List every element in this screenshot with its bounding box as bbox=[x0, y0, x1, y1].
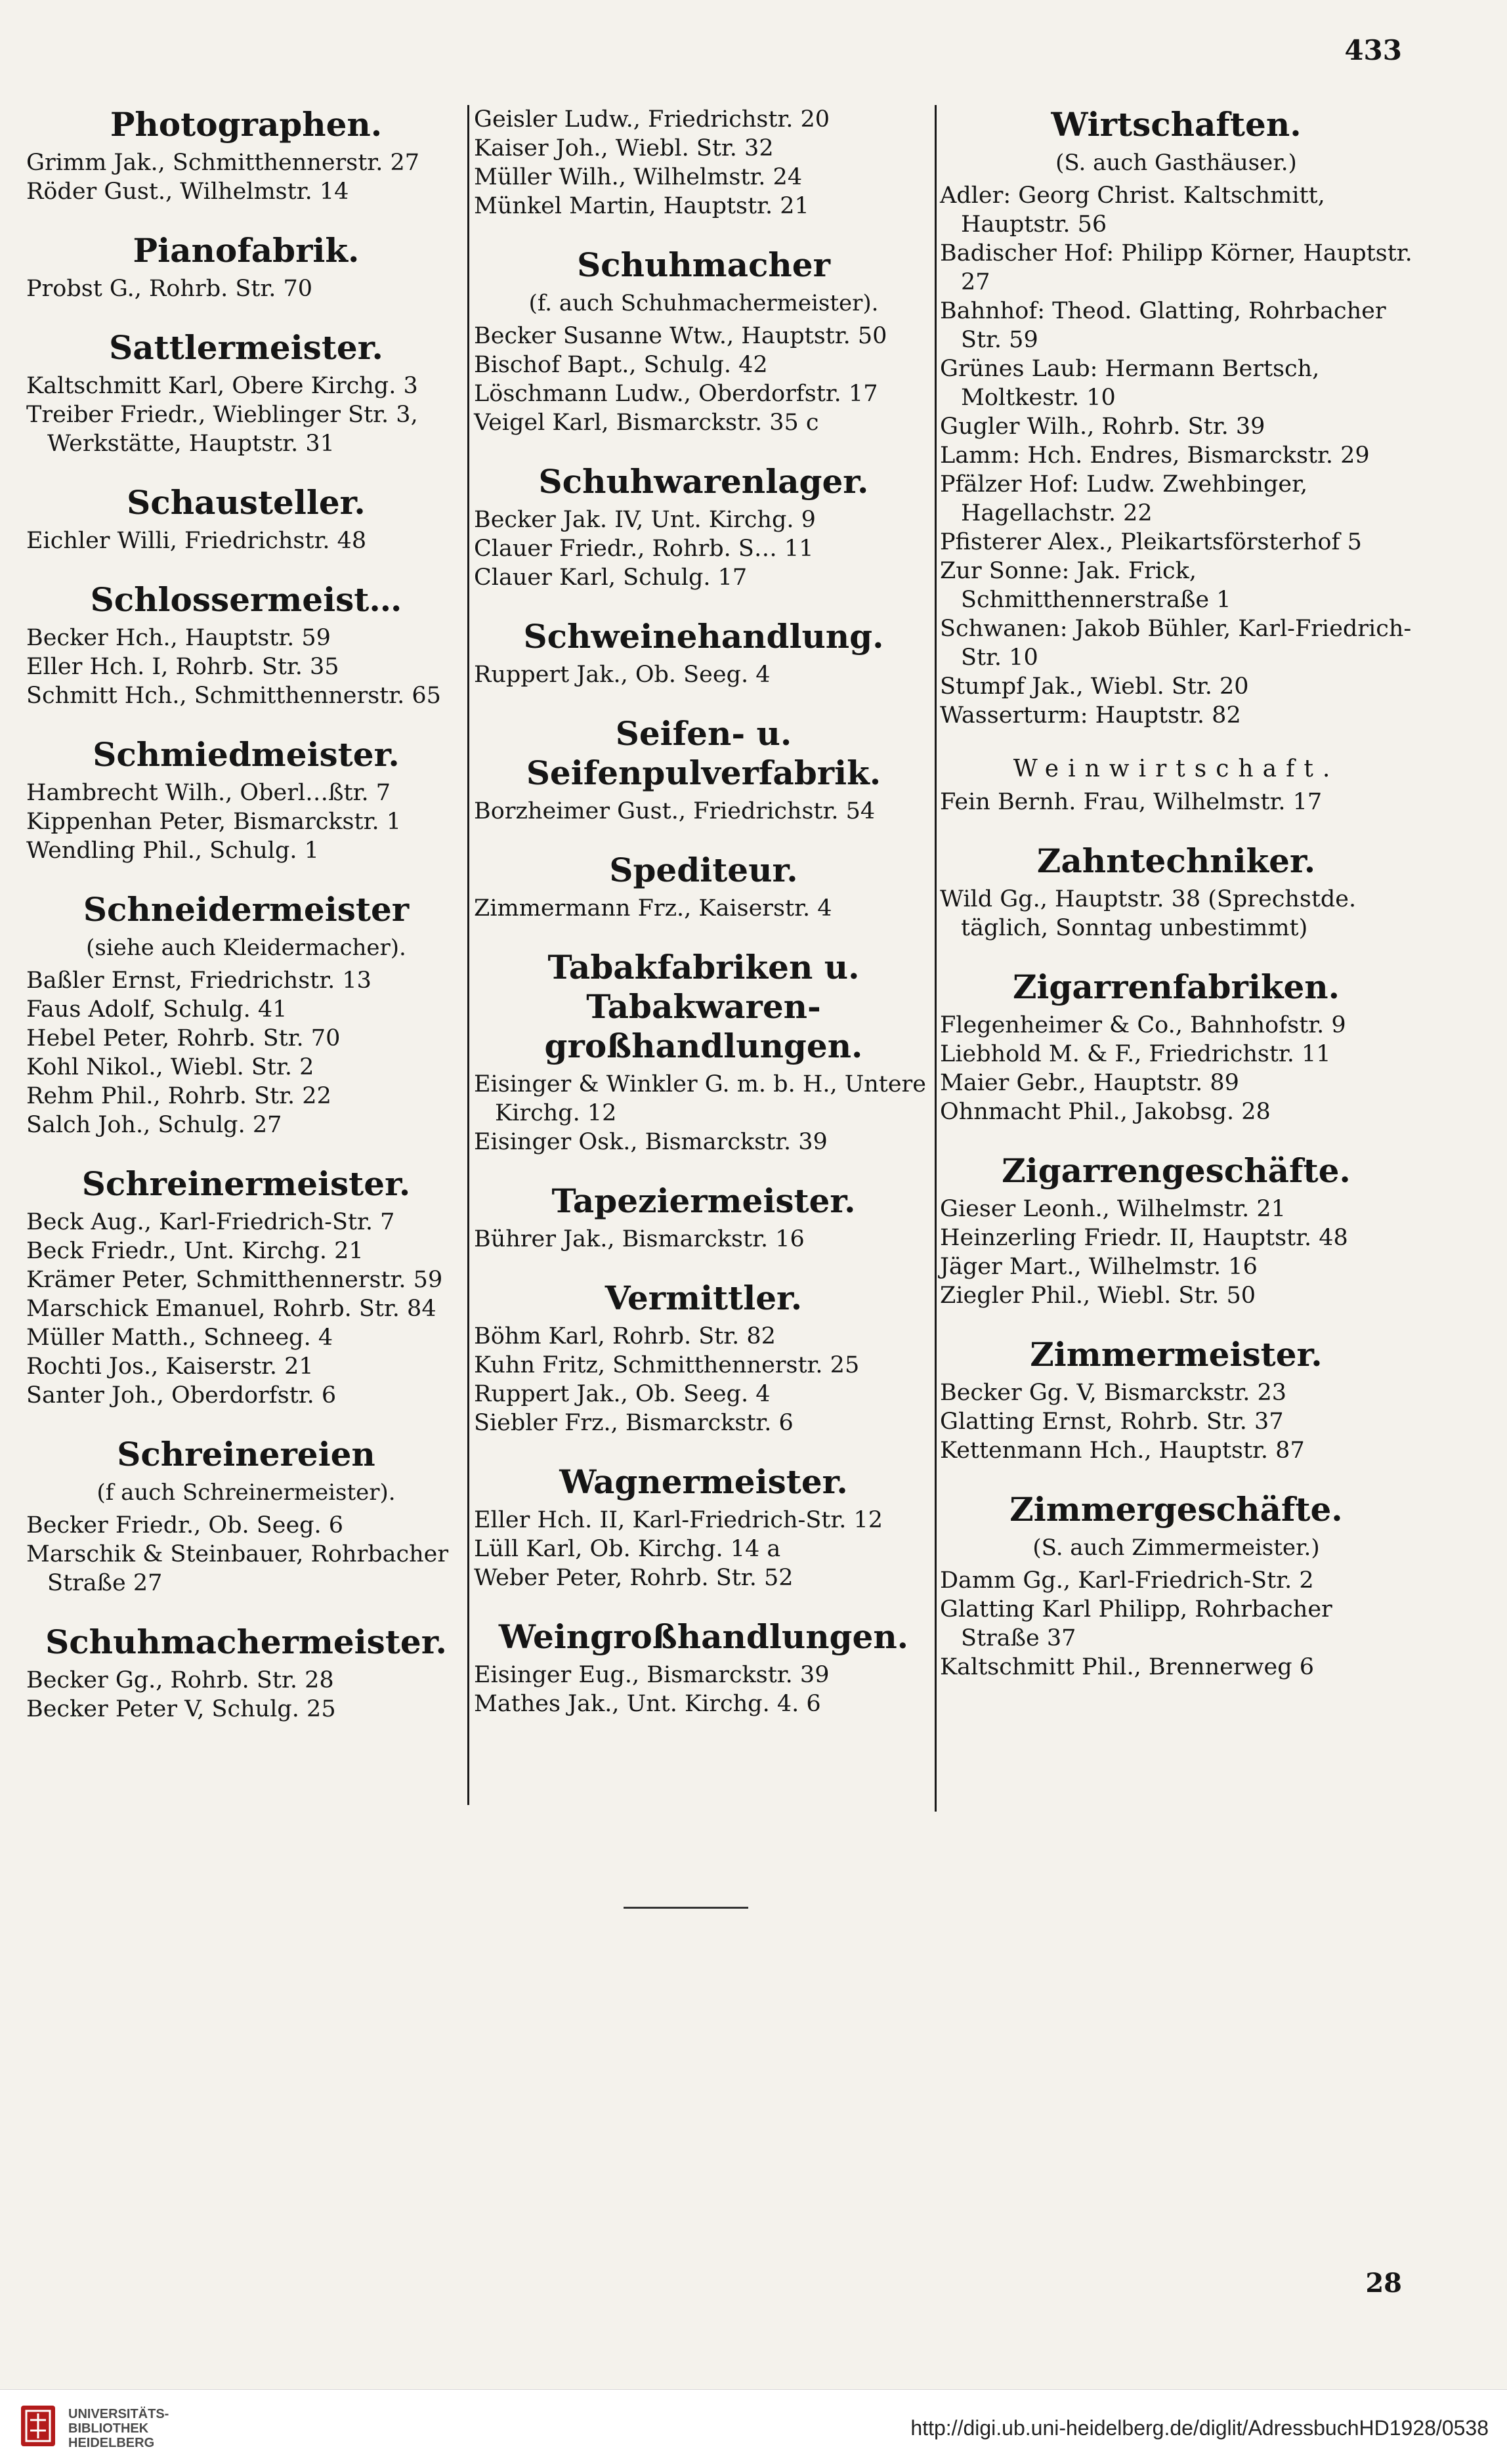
section-heading: Schuhmachermeister. bbox=[45, 1623, 447, 1661]
directory-section bbox=[26, 328, 466, 458]
directory-entry: Glatting Ernst, Rohrb. Str. 37 bbox=[940, 1409, 1284, 1435]
directory-entry: Clauer Karl, Schulg. 17 bbox=[474, 564, 748, 591]
directory-entry: Lüll Karl, Ob. Kirchg. 14 a bbox=[474, 1536, 781, 1562]
directory-section bbox=[474, 1462, 933, 1592]
directory-section bbox=[26, 105, 466, 206]
column-3 bbox=[940, 105, 1412, 1707]
directory-entry: Wasserturm: Hauptstr. 82 bbox=[940, 702, 1241, 729]
section-heading: Tapeziermeister. bbox=[551, 1181, 856, 1220]
directory-entry: Ziegler Phil., Wiebl. Str. 50 bbox=[940, 1283, 1256, 1309]
directory-entry: Marschik & Steinbauer, Rohrbacher Straße 27 bbox=[26, 1541, 449, 1596]
directory-entry: Rehm Phil., Rohrb. Str. 22 bbox=[26, 1083, 331, 1109]
directory-entry: Becker Friedr., Ob. Seeg. 6 bbox=[26, 1512, 344, 1539]
directory-entry: Mathes Jak., Unt. Kirchg. 4. 6 bbox=[474, 1691, 821, 1717]
directory-entry: Eller Hch. I, Rohrb. Str. 35 bbox=[26, 654, 339, 680]
section-heading: Schlossermeist… bbox=[90, 580, 402, 619]
directory-section bbox=[940, 105, 1412, 730]
section-heading: Schreinereien bbox=[117, 1435, 375, 1474]
directory-entry: Pfälzer Hof: Ludw. Zwehbinger, Hagellachstr. 22 bbox=[940, 471, 1308, 526]
directory-entry: Kuhn Fritz, Schmitthennerstr. 25 bbox=[474, 1352, 860, 1378]
directory-entry: Müller Matth., Schneeg. 4 bbox=[26, 1325, 333, 1351]
section-subheading: (f auch Schreinermeister). bbox=[96, 1479, 396, 1506]
directory-entry: Heinzerling Friedr. II, Hauptstr. 48 bbox=[940, 1225, 1348, 1251]
directory-section bbox=[474, 1279, 933, 1437]
directory-section bbox=[26, 1164, 466, 1410]
directory-entry: Geisler Ludw., Friedrichstr. 20 bbox=[474, 106, 830, 133]
section-heading: Sattlermeister. bbox=[109, 328, 383, 367]
directory-entry: Münkel Martin, Hauptstr. 21 bbox=[474, 193, 809, 219]
directory-entry: Marschick Emanuel, Rohrb. Str. 84 bbox=[26, 1296, 436, 1322]
section-subheading: (siehe auch Kleidermacher). bbox=[86, 935, 406, 961]
directory-entry: Becker Hch., Hauptstr. 59 bbox=[26, 625, 331, 651]
directory-entry: Santer Joh., Oberdorfstr. 6 bbox=[26, 1382, 337, 1409]
directory-entry: Kohl Nikol., Wiebl. Str. 2 bbox=[26, 1054, 314, 1080]
directory-section bbox=[474, 1617, 933, 1718]
directory-section bbox=[26, 580, 466, 710]
section-heading: Wirtschaften. bbox=[1051, 105, 1302, 144]
column-2 bbox=[474, 105, 933, 1743]
section-heading: Zigarrengeschäfte. bbox=[1002, 1151, 1351, 1190]
column-divider bbox=[935, 105, 937, 1812]
directory-entry: Zimmermann Frz., Kaiserstr. 4 bbox=[474, 895, 832, 922]
library-seal-icon bbox=[20, 2404, 56, 2448]
directory-entry: Ruppert Jak., Ob. Seeg. 4 bbox=[474, 662, 771, 688]
directory-entry: Liebhold M. & F., Friedrichstr. 11 bbox=[940, 1041, 1331, 1067]
directory-entry: Damm Gg., Karl-Friedrich-Str. 2 bbox=[940, 1567, 1314, 1594]
column-divider bbox=[467, 105, 469, 1805]
divider-rule bbox=[624, 1907, 748, 1909]
section-heading: Tabakfabriken u. Tabakwaren-großhandlungen. bbox=[544, 948, 863, 1065]
directory-entry: Ruppert Jak., Ob. Seeg. 4 bbox=[474, 1381, 771, 1407]
directory-section bbox=[26, 1435, 466, 1598]
directory-entry: Flegenheimer & Co., Bahnhofstr. 9 bbox=[940, 1012, 1346, 1038]
directory-entry: Probst G., Rohrb. Str. 70 bbox=[26, 276, 313, 302]
directory-entry: Bahnhof: Theod. Glatting, Rohrbacher Str. 59 bbox=[940, 298, 1386, 353]
section-heading: Schuhmacher bbox=[577, 245, 830, 284]
directory-entry: Ohnmacht Phil., Jakobsg. 28 bbox=[940, 1099, 1271, 1125]
directory-entry: Stumpf Jak., Wiebl. Str. 20 bbox=[940, 673, 1249, 700]
directory-entry: Müller Wilh., Wilhelmstr. 24 bbox=[474, 164, 803, 190]
directory-entry: Wild Gg., Hauptstr. 38 (Sprechstde. täglich, Sonntag unbestimmt) bbox=[940, 886, 1357, 941]
directory-section bbox=[940, 1490, 1412, 1682]
section-heading: Schuhwarenlager. bbox=[538, 462, 869, 501]
directory-entry: Kaltschmitt Phil., Brennerweg 6 bbox=[940, 1654, 1315, 1680]
directory-entry: Fein Bernh. Frau, Wilhelmstr. 17 bbox=[940, 789, 1323, 815]
directory-section bbox=[26, 1623, 466, 1724]
directory-section bbox=[26, 735, 466, 865]
directory-section bbox=[940, 1151, 1412, 1310]
directory-entry: Borzheimer Gust., Friedrichstr. 54 bbox=[474, 798, 876, 824]
directory-section bbox=[474, 948, 933, 1157]
directory-entry: Zur Sonne: Jak. Frick, Schmitthennerstraße 1 bbox=[940, 558, 1231, 613]
directory-section bbox=[26, 483, 466, 555]
directory-entry: Clauer Friedr., Rohrb. S… 11 bbox=[474, 536, 814, 562]
section-heading: Zimmergeschäfte. bbox=[1009, 1490, 1343, 1529]
directory-entry: Eller Hch. II, Karl-Friedrich-Str. 12 bbox=[474, 1507, 883, 1533]
directory-section bbox=[940, 967, 1412, 1126]
directory-entry: Pfisterer Alex., Pleikartsförsterhof 5 bbox=[940, 529, 1362, 555]
section-heading: Schneidermeister bbox=[83, 890, 410, 929]
directory-entry: Veigel Karl, Bismarckstr. 35 c bbox=[474, 410, 819, 436]
directory-entry: Eisinger & Winkler G. m. b. H., Untere Kirchg. 12 bbox=[474, 1071, 926, 1126]
directory-entry: Schwanen: Jakob Bühler, Karl-Friedrich-Str. 10 bbox=[940, 616, 1412, 671]
directory-entry: Krämer Peter, Schmitthennerstr. 59 bbox=[26, 1267, 443, 1293]
library-name: UNIVERSITÄTS- BIBLIOTHEK HEIDELBERG bbox=[68, 2407, 169, 2450]
directory-entry: Rochti Jos., Kaiserstr. 21 bbox=[26, 1353, 314, 1380]
directory-entry: Becker Jak. IV, Unt. Kirchg. 9 bbox=[474, 507, 816, 533]
directory-section bbox=[26, 231, 466, 303]
directory-entry: Kaiser Joh., Wiebl. Str. 32 bbox=[474, 135, 774, 161]
directory-section bbox=[940, 755, 1412, 817]
directory-entry: Becker Peter V, Schulg. 25 bbox=[26, 1696, 336, 1722]
directory-entry: Treiber Friedr., Wieblinger Str. 3, Werkstätte, Hauptstr. 31 bbox=[26, 402, 418, 457]
section-heading: Seifen- u. Seifenpulverfabrik. bbox=[526, 714, 881, 792]
directory-entry: Grimm Jak., Schmitthennerstr. 27 bbox=[26, 150, 419, 176]
column-1 bbox=[26, 105, 466, 1749]
directory-section bbox=[474, 714, 933, 826]
directory-entry: Kettenmann Hch., Hauptstr. 87 bbox=[940, 1437, 1305, 1464]
directory-entry: Salch Joh., Schulg. 27 bbox=[26, 1112, 282, 1138]
directory-entry: Eichler Willi, Friedrichstr. 48 bbox=[26, 528, 367, 554]
section-subheading: Weinwirtschaft. bbox=[1013, 755, 1340, 782]
directory-entry: Kaltschmitt Karl, Obere Kirchg. 3 bbox=[26, 373, 418, 399]
directory-entry: Bührer Jak., Bismarckstr. 16 bbox=[474, 1226, 805, 1252]
directory-entry: Löschmann Ludw., Oberdorfstr. 17 bbox=[474, 381, 878, 407]
section-subheading: (S. auch Zimmermeister.) bbox=[1032, 1535, 1320, 1561]
section-heading: Spediteur. bbox=[609, 851, 798, 889]
directory-entry: Faus Adolf, Schulg. 41 bbox=[26, 996, 287, 1023]
directory-entry: Glatting Karl Philipp, Rohrbacher Straße 37 bbox=[940, 1596, 1332, 1651]
directory-entry: Maier Gebr., Hauptstr. 89 bbox=[940, 1070, 1239, 1096]
directory-section bbox=[474, 105, 933, 221]
directory-entry: Lamm: Hch. Endres, Bismarckstr. 29 bbox=[940, 442, 1370, 469]
section-heading: Schmiedmeister. bbox=[93, 735, 400, 774]
section-subheading: (f. auch Schuhmachermeister). bbox=[528, 290, 879, 316]
directory-entry: Becker Gg., Rohrb. Str. 28 bbox=[26, 1667, 334, 1693]
signature-number: 28 bbox=[1365, 2268, 1402, 2299]
directory-entry: Schmitt Hch., Schmitthennerstr. 65 bbox=[26, 683, 441, 709]
directory-entry: Hebel Peter, Rohrb. Str. 70 bbox=[26, 1025, 341, 1051]
section-heading: Photographen. bbox=[110, 105, 383, 144]
directory-section bbox=[940, 841, 1412, 943]
directory-entry: Beck Friedr., Unt. Kirchg. 21 bbox=[26, 1238, 364, 1264]
directory-section bbox=[940, 1335, 1412, 1465]
section-heading: Zahntechniker. bbox=[1036, 841, 1316, 880]
directory-entry: Eisinger Osk., Bismarckstr. 39 bbox=[474, 1129, 828, 1155]
directory-entry: Böhm Karl, Rohrb. Str. 82 bbox=[474, 1323, 776, 1349]
directory-entry: Baßler Ernst, Friedrichstr. 13 bbox=[26, 967, 371, 994]
directory-entry: Jäger Mart., Wilhelmstr. 16 bbox=[940, 1254, 1258, 1280]
section-heading: Wagnermeister. bbox=[559, 1462, 848, 1501]
section-subheading: (S. auch Gasthäuser.) bbox=[1055, 150, 1297, 176]
footer-bar bbox=[0, 2389, 1507, 2464]
directory-section bbox=[26, 890, 466, 1139]
section-heading: Zigarrenfabriken. bbox=[1012, 967, 1340, 1006]
directory-entry: Badischer Hof: Philipp Körner, Hauptstr. 27 bbox=[940, 240, 1412, 295]
directory-entry: Wendling Phil., Schulg. 1 bbox=[26, 838, 319, 864]
section-heading: Schausteller. bbox=[127, 483, 366, 522]
directory-entry: Bischof Bapt., Schulg. 42 bbox=[474, 352, 768, 378]
directory-entry: Adler: Georg Christ. Kaltschmitt, Hauptstr. 56 bbox=[940, 182, 1325, 238]
section-heading: Schweinehandlung. bbox=[523, 617, 884, 656]
page-number: 433 bbox=[1344, 34, 1402, 66]
directory-section bbox=[474, 851, 933, 923]
directory-section bbox=[474, 617, 933, 689]
directory-section bbox=[474, 1181, 933, 1254]
section-heading: Weingroßhandlungen. bbox=[498, 1617, 909, 1656]
section-heading: Schreinermeister. bbox=[81, 1164, 411, 1203]
directory-entry: Gugler Wilh., Rohrb. Str. 39 bbox=[940, 414, 1265, 440]
directory-entry: Siebler Frz., Bismarckstr. 6 bbox=[474, 1410, 794, 1436]
directory-entry: Weber Peter, Rohrb. Str. 52 bbox=[474, 1565, 794, 1591]
directory-entry: Eisinger Eug., Bismarckstr. 39 bbox=[474, 1662, 830, 1688]
directory-entry: Kippenhan Peter, Bismarckstr. 1 bbox=[26, 809, 401, 835]
directory-entry: Röder Gust., Wilhelmstr. 14 bbox=[26, 179, 349, 205]
section-heading: Pianofabrik. bbox=[133, 231, 360, 270]
directory-entry: Becker Susanne Wtw., Hauptstr. 50 bbox=[474, 323, 887, 349]
directory-entry: Hambrecht Wilh., Oberl…ßtr. 7 bbox=[26, 780, 391, 806]
directory-entry: Gieser Leonh., Wilhelmstr. 21 bbox=[940, 1196, 1286, 1222]
section-heading: Vermittler. bbox=[605, 1279, 803, 1317]
section-heading: Zimmermeister. bbox=[1030, 1335, 1323, 1374]
directory-section bbox=[474, 462, 933, 592]
source-url[interactable]: http://digi.ub.uni-heidelberg.de/diglit/AdressbuchHD1928/0538 bbox=[910, 2416, 1489, 2440]
directory-entry: Becker Gg. V, Bismarckstr. 23 bbox=[940, 1380, 1287, 1406]
directory-entry: Grünes Laub: Hermann Bertsch, Moltkestr. 10 bbox=[940, 356, 1320, 411]
directory-entry: Beck Aug., Karl-Friedrich-Str. 7 bbox=[26, 1209, 395, 1235]
directory-section bbox=[474, 245, 933, 437]
